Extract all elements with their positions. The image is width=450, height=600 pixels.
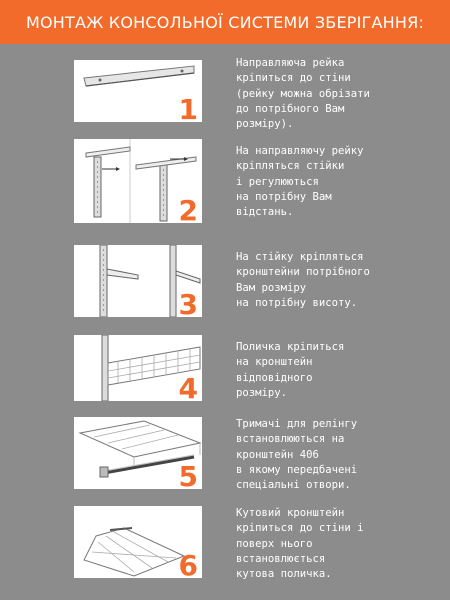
step-line: розміру). bbox=[236, 118, 294, 131]
step-line: до потрібного Вам bbox=[236, 102, 345, 115]
step-line: На стійку кріпляться bbox=[236, 251, 364, 263]
step-2 bbox=[0, 139, 450, 227]
step-line: відповідного bbox=[236, 371, 313, 384]
step-5-text bbox=[236, 417, 446, 493]
step-line: Кутовий кронштейн bbox=[236, 507, 345, 519]
step-line: на кронштейн bbox=[236, 356, 313, 369]
step-6 bbox=[0, 506, 450, 594]
step-1-text bbox=[236, 56, 446, 132]
step-line: На направляючу рейку bbox=[236, 145, 364, 157]
step-5-illustration bbox=[74, 417, 202, 493]
step-line: кронштейни потрібного bbox=[236, 266, 370, 279]
step-line: на потрібну висоту. bbox=[236, 296, 358, 309]
step-1 bbox=[0, 57, 450, 148]
step-line: відстань. bbox=[236, 206, 294, 219]
step-line: в якому передбачені bbox=[236, 463, 358, 476]
step-line: Тримачі для релінгу bbox=[236, 418, 358, 430]
step-3-text bbox=[236, 250, 446, 311]
step-number: 3 bbox=[178, 288, 198, 321]
step-line: спеціальні отвори. bbox=[236, 479, 351, 492]
step-line: поверх нього bbox=[236, 537, 313, 550]
step-line: встановлюється bbox=[236, 552, 326, 565]
step-line: кріпиться до стіни bbox=[236, 72, 351, 85]
step-line: кутова поличка. bbox=[236, 568, 332, 581]
page-title: МОНТАЖ КОНСОЛЬНОЇ СИСТЕМИ ЗБЕРІГАННЯ: bbox=[25, 12, 425, 32]
step-number: 5 bbox=[178, 460, 198, 493]
step-2-text bbox=[236, 144, 446, 220]
step-line: Направляюча рейка bbox=[236, 57, 345, 69]
step-line: Поличка кріпиться bbox=[236, 341, 345, 353]
step-number: 6 bbox=[178, 549, 198, 582]
step-line: і регулюються bbox=[236, 175, 319, 188]
step-5 bbox=[0, 417, 450, 505]
step-line: встановлюються на bbox=[236, 433, 345, 446]
step-number: 1 bbox=[178, 93, 198, 126]
step-line: кріпляться стійки bbox=[236, 160, 345, 173]
step-4-text bbox=[236, 340, 446, 401]
step-line: кронштейн 406 bbox=[236, 448, 319, 461]
step-line: Вам розміру bbox=[236, 281, 307, 294]
step-6-illustration bbox=[74, 506, 202, 582]
step-3 bbox=[0, 245, 450, 333]
step-4 bbox=[0, 335, 450, 423]
step-6-text bbox=[236, 506, 446, 582]
step-number: 2 bbox=[178, 194, 198, 227]
step-number: 4 bbox=[178, 372, 198, 405]
step-1-illustration bbox=[74, 60, 202, 126]
step-3-illustration bbox=[74, 245, 202, 321]
step-line: розміру. bbox=[236, 386, 288, 399]
page-header bbox=[0, 0, 450, 44]
step-line: кріпиться до стіни і bbox=[236, 522, 364, 535]
step-line: на потрібну Вам bbox=[236, 190, 332, 203]
step-4-illustration bbox=[74, 335, 202, 405]
step-2-illustration bbox=[74, 139, 202, 227]
step-line: (рейку можна обрізати bbox=[236, 87, 370, 100]
